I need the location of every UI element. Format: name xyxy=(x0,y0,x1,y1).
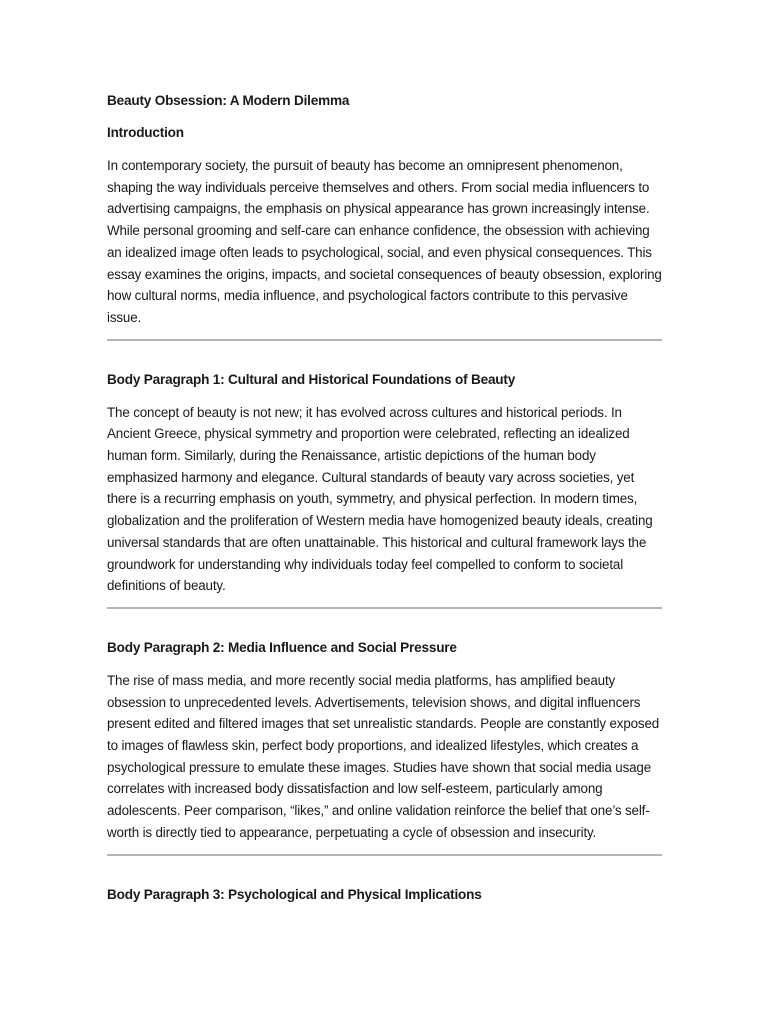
section-body-paragraph-3 xyxy=(107,856,662,904)
section-body-paragraph-1 xyxy=(107,341,662,609)
section-body-paragraph-2 xyxy=(107,609,662,856)
section-paragraph: The concept of beauty is not new; it has evolved across cultures and historical periods. In Ancient Greece, physical symmetry and proportion were celebrated, reflecting an idealized human form. Similarly, during the Renaissance, artistic depictions of the human body emphasized harmony and elegance. Cultural standards of beauty vary across societies, yet there is a recurring emphasis on youth, symmetry, and physical perfection. In modern times, globalization and the proliferation of Western media have homogenized beauty ideals, creating universal standards that are often unattainable. This historical and cultural framework lays the groundwork for understanding why individuals today feel compelled to conform to societal definitions of beauty. xyxy=(107,404,653,594)
section-paragraph: The rise of mass media, and more recently social media platforms, has amplified beauty obsession to unprecedented levels. Advertisements, television shows, and digital influencers present edited and filtered images that set unrealistic standards. People are constantly exposed to images of flawless skin, perfect body proportions, and idealized lifestyles, which creates a psychological pressure to emulate these images. Studies have shown that social media usage correlates with increased body dissatisfaction and low self-esteem, particularly among adolescents. Peer comparison, “likes,” and online validation reinforce the belief that one’s self-worth is directly tied to appearance, perpetuating a cycle of obsession and insecurity. xyxy=(107,672,660,840)
section-heading: Introduction xyxy=(107,125,184,140)
section-heading: Body Paragraph 1: Cultural and Historical Foundations of Beauty xyxy=(107,371,516,387)
section-introduction xyxy=(107,124,662,341)
section-heading: Body Paragraph 3: Psychological and Physical Implications xyxy=(107,886,482,902)
document-page xyxy=(107,92,662,917)
section-paragraph: In contemporary society, the pursuit of beauty has become an omnipresent phenomenon, shaping the way individuals perceive themselves and others. From social media influencers to advertising campaigns, the emphasis on physical appearance has grown increasingly intense. While personal grooming and self-care can enhance confidence, the obsession with achieving an idealized image often leads to psychological, social, and even physical consequences. This essay examines the origins, impacts, and societal consequences of beauty obsession, exploring how cultural norms, media influence, and psychological factors contribute to this pervasive issue. xyxy=(107,158,662,325)
section-heading: Body Paragraph 2: Media Influence and Social Pressure xyxy=(107,639,457,655)
document-title: Beauty Obsession: A Modern Dilemma xyxy=(107,93,350,108)
